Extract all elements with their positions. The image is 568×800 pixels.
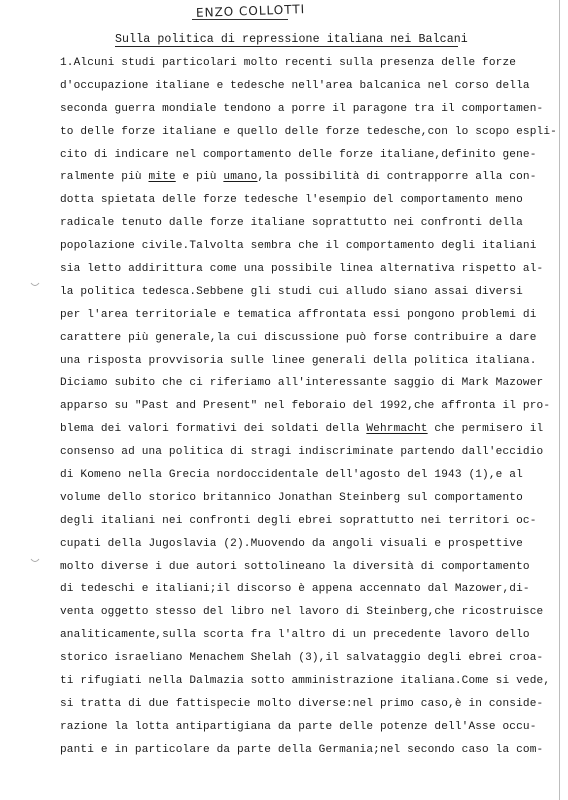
author-handwritten-label: ENZO COLLOTTI — [195, 2, 306, 20]
author-underline — [192, 19, 288, 20]
underlined-text: Wehrmacht — [366, 423, 428, 436]
text-run: seconda guerra mondiale tendono a porre il paragone tra il comportamen- — [60, 102, 544, 115]
text-line — [60, 533, 550, 556]
text-run: razione la lotta antipartigiana da parte delle potenze dell'Asse occu- — [60, 720, 537, 733]
text-run: venta oggetto stesso del libro nel lavoro di Steinberg,che ricostruisce — [60, 606, 544, 619]
text-run: degli italiani nei confronti degli ebrei soprattutto nei territori oc- — [60, 514, 537, 527]
text-run: volume dello storico britannico Jonathan Steinberg sul comportamento — [60, 491, 523, 504]
margin-mark — [30, 282, 40, 288]
text-run: che permisero il — [427, 423, 544, 436]
text-line — [60, 464, 550, 487]
text-line — [60, 281, 550, 304]
underlined-text: umano — [223, 171, 258, 184]
text-line — [60, 98, 550, 121]
text-run: per l'area territoriale e tematica affrontata essi pongono problemi di — [60, 308, 537, 321]
text-line — [60, 52, 550, 75]
text-run: molto diverse i due autori sottolineano la diversità di comportamento — [60, 560, 530, 573]
text-line — [60, 670, 550, 693]
margin-mark — [30, 558, 40, 564]
text-run: popolazione civile.Talvolta sembra che il comportamento degli italiani — [60, 240, 537, 253]
text-run: e più — [175, 171, 224, 184]
text-run: 1.Alcuni studi particolari molto recenti sulla presenza delle forze — [60, 57, 517, 69]
text-run: blema dei valori formativi dei soldati della — [60, 423, 367, 436]
text-line — [60, 327, 550, 350]
text-run: to delle forze italiane e quello delle forze tedesche,con lo scopo espli- — [60, 125, 557, 138]
text-line — [60, 739, 550, 762]
text-line — [60, 235, 550, 258]
text-line — [60, 624, 550, 647]
text-run: ti rifugiati nella Dalmazia sotto amministrazione italiana.Come si vede, — [60, 675, 551, 688]
text-line — [60, 556, 550, 579]
text-line — [60, 372, 550, 395]
text-run: storico israeliano Menachem Shelah (3),il salvataggio degli ebrei croa- — [60, 652, 544, 665]
text-run: sia letto addirittura come una possibile linea alternativa rispetto al- — [60, 263, 544, 276]
text-run: ,la possibilità di contrapporre alla con- — [257, 171, 537, 184]
text-line — [60, 395, 550, 418]
text-run: la politica tedesca.Sebbene gli studi cui alludo siano assai diversi — [60, 285, 523, 298]
text-line — [60, 693, 550, 716]
text-line — [60, 304, 550, 327]
text-run: d'occupazione italiane e tedesche nell'area balcanica nel corso della — [60, 79, 530, 92]
underlined-text: mite — [148, 171, 176, 184]
text-run: di tedeschi e italiani;il discorso è appena accennato dal Mazower,di- — [60, 583, 530, 596]
text-run: consenso ad una politica di stragi indiscriminate partendo dall'eccidio — [60, 446, 544, 459]
text-run: panti e in particolare da parte della Germania;nel secondo caso la com- — [60, 743, 544, 756]
text-line — [60, 144, 550, 167]
text-run: apparso su "Past and Present" nel feboraio del 1992,che affronta il pro- — [60, 400, 551, 413]
text-line — [60, 212, 550, 235]
text-line — [60, 487, 550, 510]
text-run: dotta spietata delle forze tedesche l'esempio del comportamento meno — [60, 194, 523, 207]
text-run: carattere più generale,la cui discussione può forse contribuire a dare — [60, 331, 537, 344]
text-line — [60, 258, 550, 281]
body-text — [60, 52, 557, 762]
text-run: Diciamo subito che ci riferiamo all'interessante saggio di Mark Mazower — [60, 377, 544, 390]
document-title: Sulla politica di repressione italiana nei Balcani — [115, 33, 468, 46]
text-line — [60, 647, 550, 670]
text-line — [60, 716, 550, 739]
text-line — [60, 601, 550, 624]
text-line — [60, 166, 550, 189]
text-line — [60, 510, 550, 533]
text-line — [60, 441, 550, 464]
text-run: ralmente più — [60, 171, 149, 184]
text-run: di Komeno nella Grecia nordoccidentale dell'agosto del 1943 (1),e al — [60, 469, 523, 482]
text-line — [60, 578, 550, 601]
text-run: cupati della Jugoslavia (2).Muovendo da angoli visuali e prospettive — [60, 537, 523, 550]
text-run: si tratta di due fattispecie molto diverse:nel primo caso,è in conside- — [60, 697, 544, 710]
text-run: analiticamente,sulla scorta fra l'altro di un precedente lavoro dello — [60, 629, 530, 642]
text-run: cito di indicare nel comportamento delle forze italiane,definito gene- — [60, 148, 537, 161]
text-line — [60, 418, 550, 441]
text-line — [60, 121, 557, 144]
text-line — [60, 75, 550, 98]
text-run: una risposta provvisoria sulle linee generali della politica italiana. — [60, 354, 537, 367]
page-edge-line — [559, 0, 560, 800]
title-underline — [115, 46, 458, 47]
text-line — [60, 189, 550, 212]
text-line — [60, 350, 550, 373]
text-run: radicale tenuto dalle forze italiane soprattutto nei confronti della — [60, 217, 523, 230]
